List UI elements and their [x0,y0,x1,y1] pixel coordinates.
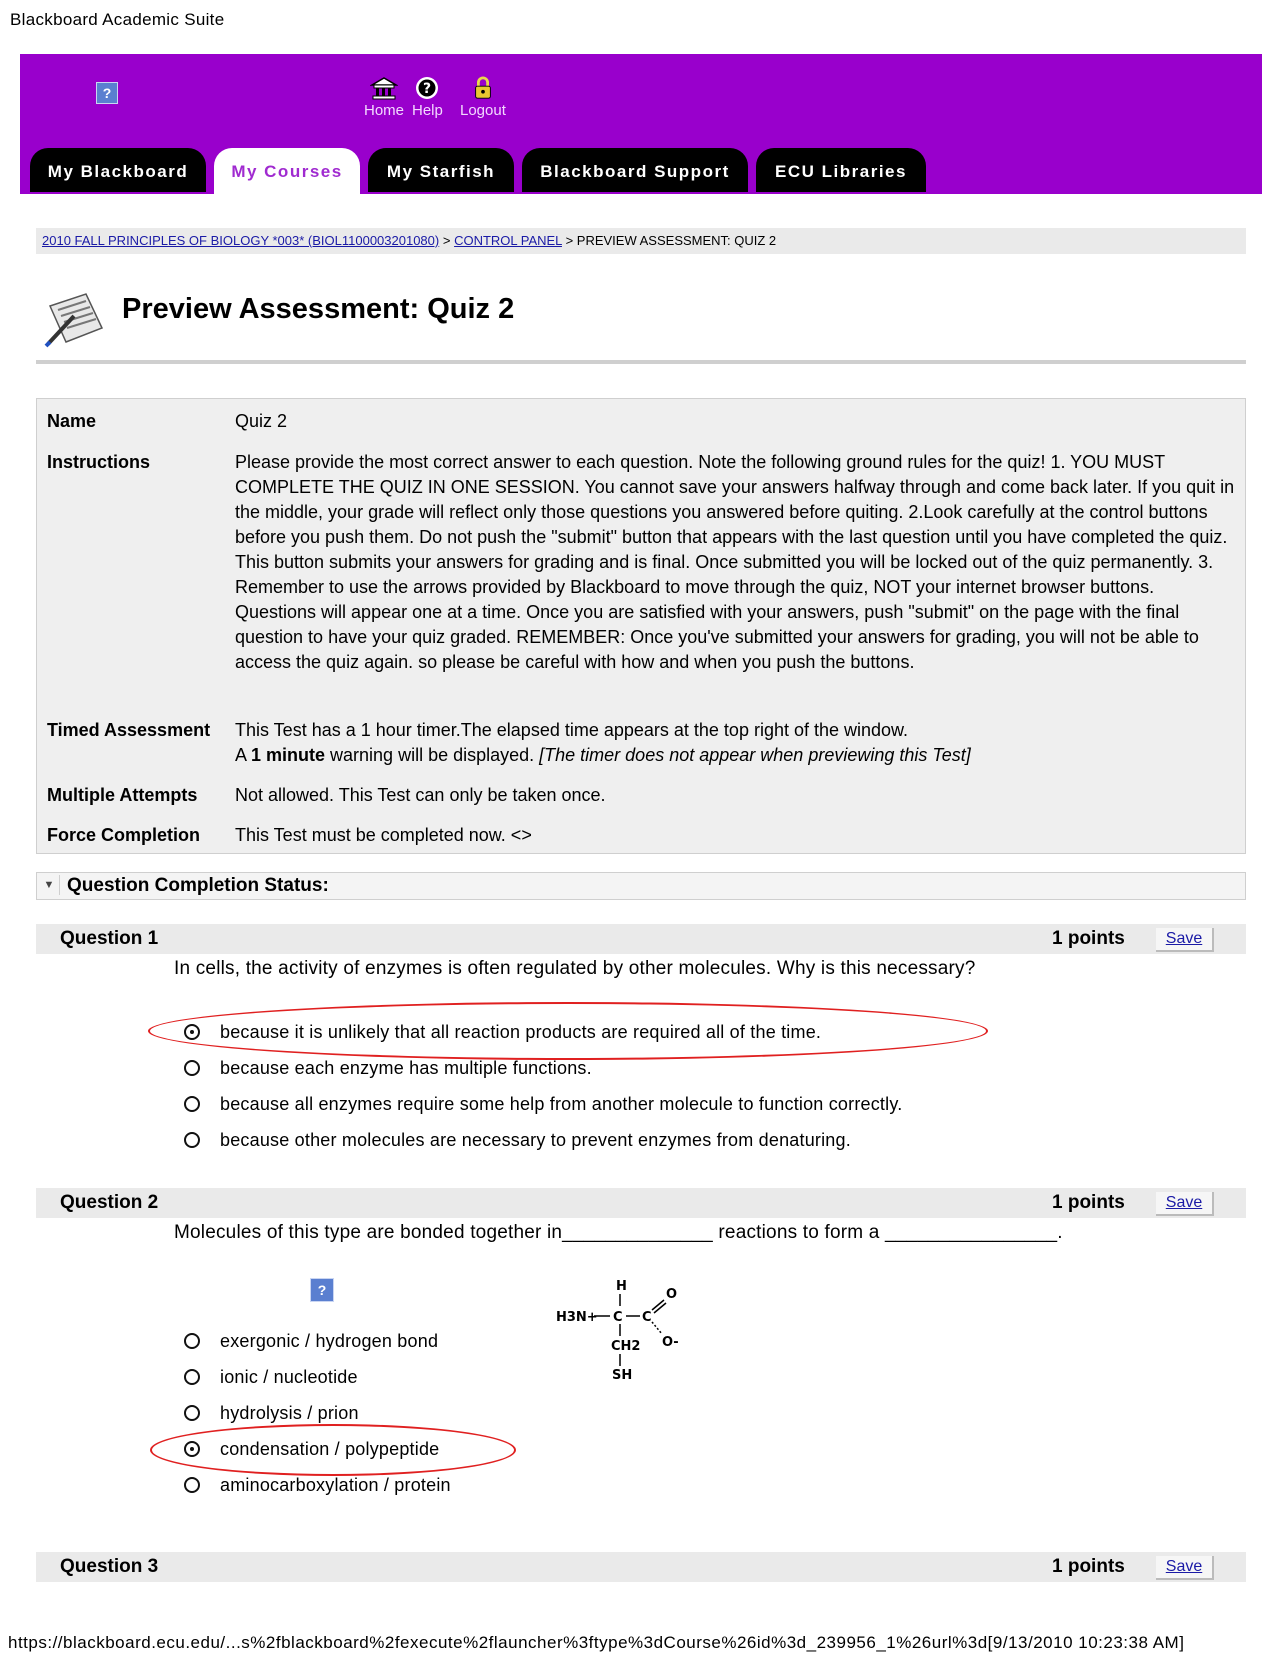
document-title: Blackboard Academic Suite [10,10,225,29]
instructions-label: Instructions [47,452,151,472]
answer-text: because other molecules are necessary to prevent enzymes from denaturing. [220,1130,851,1150]
timed-text-italic: [The timer does not appear when previewing this Test] [539,745,971,765]
home-label: Home [364,102,405,119]
breadcrumb-course-link[interactable]: 2010 FALL PRINCIPLES OF BIOLOGY *003* (BIOL1100003201080) [42,233,440,248]
question-header [36,924,1246,954]
amino-acid-structure [550,1276,690,1396]
atom-label: C [642,1310,652,1325]
save-button[interactable]: Save [1156,928,1214,952]
save-button[interactable]: Save [1156,1192,1214,1216]
radio-button[interactable] [184,1477,200,1493]
radio-button[interactable] [184,1132,200,1148]
question-text: In cells, the activity of enzymes is often regulated by other molecules. Why is this necessary? [174,958,976,979]
save-button[interactable]: Save [1156,1556,1214,1580]
question-label: Question 2 [60,1192,159,1213]
timed-assessment-label: Timed Assessment [47,720,211,740]
home-icon [370,76,398,100]
radio-button[interactable] [184,1405,200,1421]
help-link[interactable] [412,76,443,119]
answer-text: because it is unlikely that all reaction products are required all of the time. [220,1022,822,1042]
atom-label: O- [662,1335,679,1350]
assessment-info-panel [36,398,1246,854]
footer-url: https://blackboard.ecu.edu/...s%2fblackboard%2fexecute%2flauncher%3ftype%3dCourse%26id%3d_239956_1%26url%3d[9/13/2010 10:23:38 AM] [8,1633,1185,1652]
force-completion-value: This Test must be completed now. <> [235,825,532,845]
answer-text: because each enzyme has multiple functions. [220,1058,592,1078]
question-completion-status[interactable] [36,872,1246,900]
help-label: Help [412,102,443,119]
question-header [36,1552,1246,1582]
atom-label: SH [612,1368,633,1383]
name-label: Name [47,411,97,431]
tab-my-courses[interactable]: My Courses [214,148,360,194]
logout-link[interactable] [460,76,506,119]
completion-status-label: Question Completion Status: [67,875,329,896]
help-icon [415,76,439,100]
breadcrumb-separator: > [442,233,451,248]
timed-text-bold: 1 minute [251,745,326,765]
tab-blackboard-support[interactable]: Blackboard Support [522,148,748,192]
answer-highlight-oval [150,1424,516,1476]
tab-my-starfish[interactable]: My Starfish [368,148,514,192]
help-icon[interactable]: ? [310,1278,334,1302]
lock-icon [472,76,494,100]
breadcrumb-control-panel-link[interactable]: CONTROL PANEL [454,233,562,248]
name-value: Quiz 2 [235,411,288,431]
breadcrumb-separator: > [565,233,574,248]
answer-text: aminocarboxylation / protein [220,1475,451,1495]
multiple-attempts-value: Not allowed. This Test can only be taken once. [235,785,606,805]
question-points: 1 points [1052,928,1125,949]
question-label: Question 3 [60,1556,159,1577]
multiple-attempts-label: Multiple Attempts [47,785,198,805]
logout-label: Logout [460,102,506,119]
home-link[interactable] [364,76,404,119]
timed-assessment-value [235,718,1235,768]
instructions-value: Please provide the most correct answer to each question. Note the following ground rules for the quiz! 1. YOU MUST COMPLETE THE QUIZ IN ONE SESSION. You cannot save your answers halfway through and come back later. If you quit in the middle, your grade will reflect only those questions you answered before quiting. 2.Look carefully at the control buttons before you push them. Do not push the "submit" button that appears with the last question until you have completed the quiz. This button submits your answers for grading and is final. Once submitted you will be locked out of the quiz permanently. 3. Remember to use the arrows provided by Blackboard to move through the quiz, NOT your internet browser buttons. Questions will appear one at a time. Once you are satisfied with your answers, push "submit" on the page with the final question to have your quiz graded. REMEMBER: Once you've submitted your answers for grading, you will not be able to access the quiz again. so please be careful with how and when you push the buttons. [235,452,1235,672]
force-completion-label: Force Completion [47,825,201,845]
answer-text: ionic / nucleotide [220,1367,358,1387]
breadcrumb [36,228,1246,254]
answer-highlight-oval [148,1002,988,1060]
breadcrumb-current: PREVIEW ASSESSMENT: QUIZ 2 [576,233,777,248]
atom-label: CH2 [611,1339,641,1354]
radio-button[interactable] [184,1333,200,1349]
help-icon[interactable]: ? [96,82,118,104]
page-title: Preview Assessment: Quiz 2 [122,293,515,325]
timed-text-c: warning will be displayed. [325,745,540,765]
timed-line-1: This Test has a 1 hour timer.The elapsed time appears at the top right of the window. [235,720,909,740]
atom-label: C [613,1310,623,1325]
radio-button[interactable] [184,1096,200,1112]
question-label: Question 1 [60,928,159,949]
atom-label: O [666,1287,678,1302]
assessment-icon [40,292,106,348]
answer-text: condensation / polypeptide [220,1439,440,1459]
atom-label: H3N+ [556,1310,598,1325]
svg-text:?: ? [423,81,432,97]
timed-line-2 [235,743,1235,768]
atom-label: H [616,1279,627,1294]
tab-ecu-libraries[interactable]: ECU Libraries [756,148,926,192]
question-header [36,1188,1246,1218]
answer-text: because all enzymes require some help from another molecule to function correctly. [220,1094,903,1114]
collapse-arrow-icon[interactable]: ▼ [39,875,60,895]
question-points: 1 points [1052,1556,1125,1577]
question-points: 1 points [1052,1192,1125,1213]
answer-text: exergonic / hydrogen bond [220,1331,439,1351]
timed-text-a: A [235,745,252,765]
question-text: Molecules of this type are bonded together in______________ reactions to form a ________________. [174,1222,1063,1243]
tab-my-blackboard[interactable]: My Blackboard [30,148,206,192]
answer-text: hydrolysis / prion [220,1403,359,1423]
radio-button[interactable] [184,1060,200,1076]
radio-button[interactable] [184,1369,200,1385]
title-divider [36,360,1246,364]
